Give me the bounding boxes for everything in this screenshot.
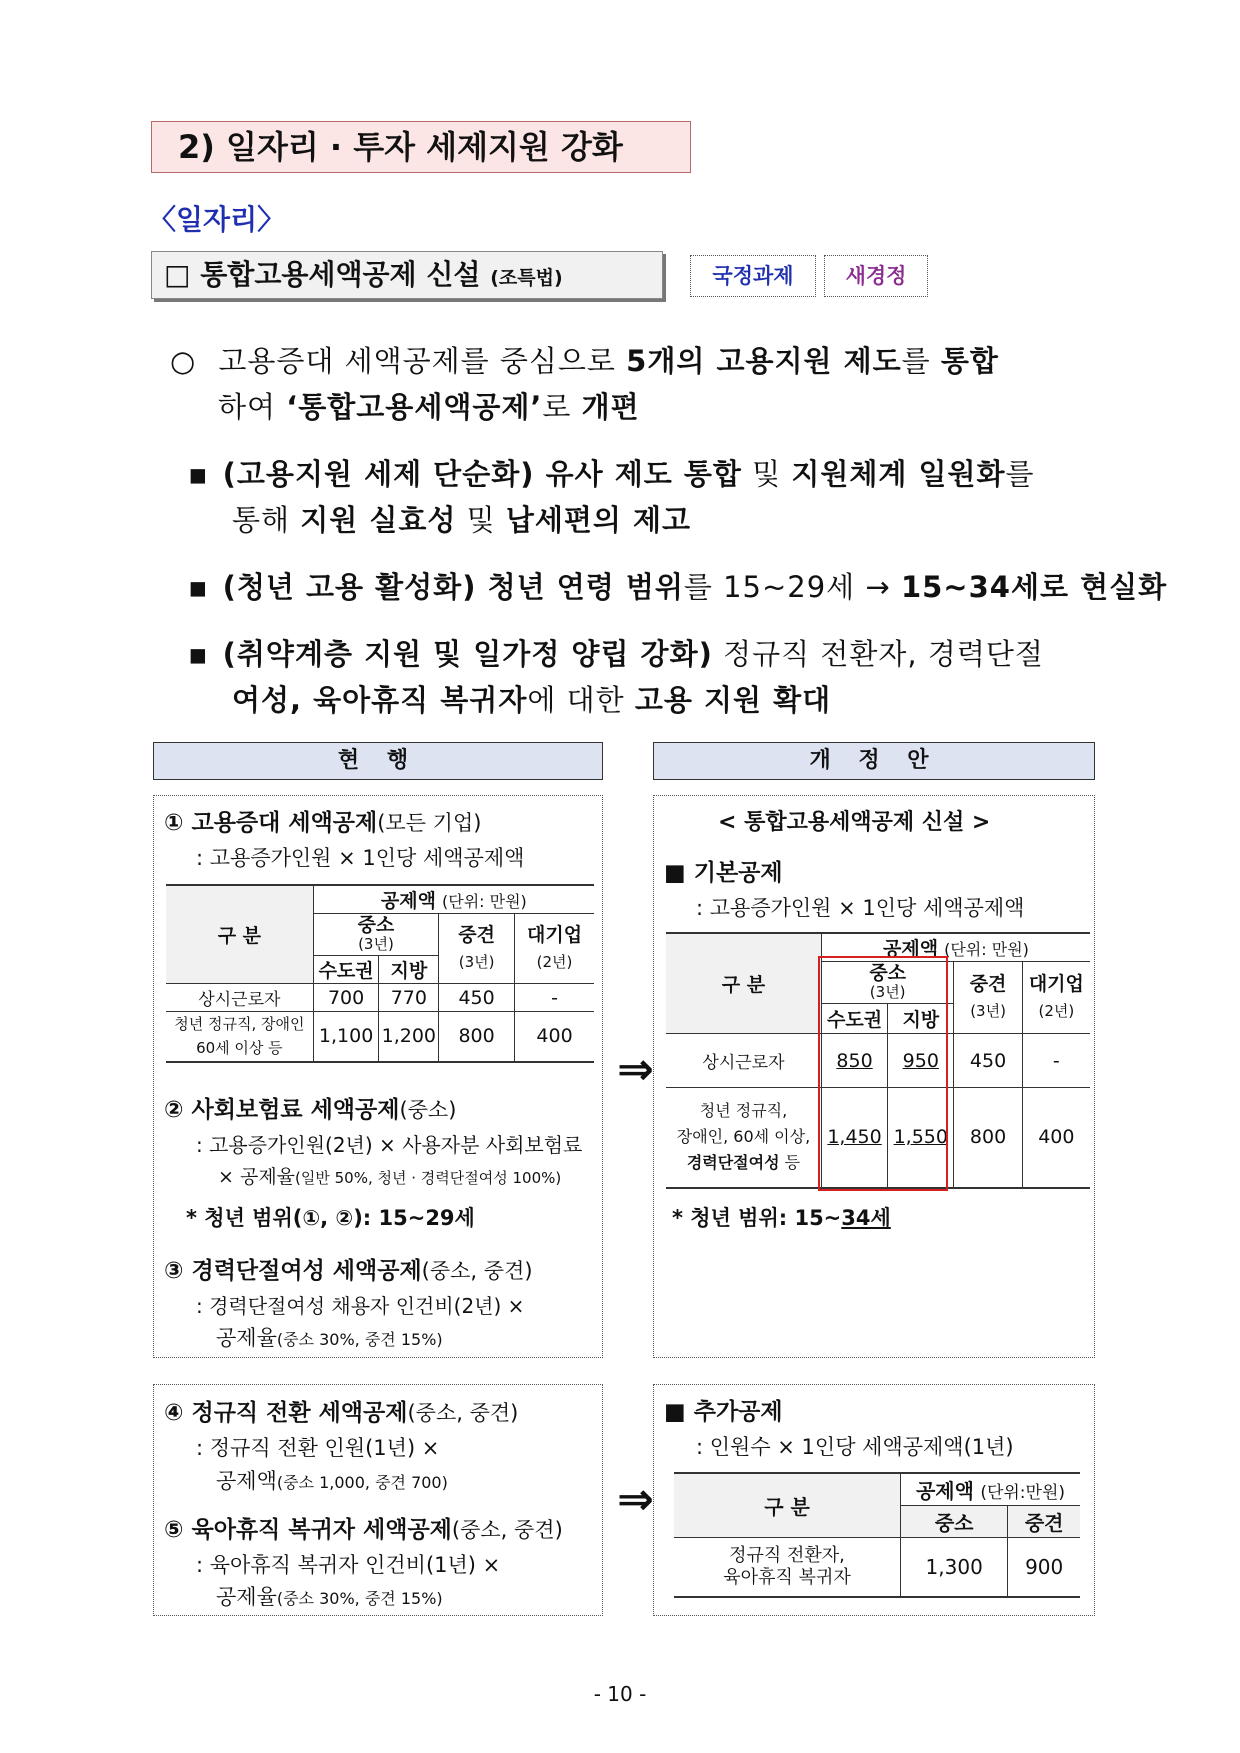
text: (청년 고용 활성화) — [222, 570, 477, 604]
extra-deduction: ■ 추가공제 — [664, 1399, 783, 1425]
extra-table — [674, 1472, 1080, 1598]
cell-header — [515, 914, 594, 984]
sub-bullet-1-line2 — [232, 497, 691, 543]
text: 15~34세로 현실화 — [900, 570, 1168, 604]
cell-label — [674, 1537, 901, 1597]
item3-formula2 — [216, 1323, 443, 1355]
text: ④ 정규직 전환 세액공제 — [164, 1400, 408, 1426]
text: 중소 — [357, 914, 395, 936]
cell-label: 상시근로자 — [198, 990, 281, 1010]
text: 하여 — [218, 390, 287, 424]
sub-bullet-3-line2 — [232, 677, 831, 723]
text: 여성, 육아휴직 복귀자 — [232, 683, 528, 717]
text: 중견 — [458, 924, 495, 946]
text: 공제액 — [380, 890, 436, 912]
cell-value: 450 — [954, 1034, 1022, 1088]
text: 공제율 — [216, 1585, 277, 1609]
item1-title — [164, 806, 481, 840]
text: (중소, 중견) — [451, 1518, 563, 1542]
text: 공제율 — [216, 1326, 277, 1350]
youth-note-proposed — [672, 1203, 891, 1233]
cell-header: 구 분 — [674, 1473, 901, 1537]
text: (중소, 중견) — [407, 1401, 519, 1425]
proposed-title: < 통합고용세액공제 신설 > — [718, 810, 991, 835]
text: 정규직 전환자, — [729, 1544, 845, 1566]
cell-value: 1,100 — [313, 1012, 379, 1062]
text: ③ 경력단절여성 세액공제 — [164, 1258, 422, 1284]
cell-header: 구 분 — [666, 933, 821, 1034]
current-table — [166, 884, 594, 1063]
text: (2년) — [536, 953, 573, 971]
cell-header: 수도권 — [821, 1004, 887, 1034]
item5-title — [164, 1513, 563, 1547]
text: 등 — [779, 1153, 801, 1173]
item4-title — [164, 1396, 518, 1430]
text: 대기업 — [526, 924, 583, 946]
item5-formula: : 육아휴직 복귀자 인건비(1년) × — [196, 1553, 501, 1577]
text: 5개의 고용지원 제도 — [626, 344, 902, 378]
text: 공제액 — [216, 1469, 277, 1493]
cell-header — [439, 914, 515, 984]
square-bullet-icon: ▪ — [188, 570, 209, 604]
item4-formula: : 정규직 전환 인원(1년) × — [196, 1436, 440, 1460]
cell-header — [954, 962, 1022, 1034]
text: (3년) — [970, 1002, 1006, 1020]
text: 1,550 — [893, 1126, 948, 1149]
arrow-icon: ⇒ — [617, 1044, 654, 1095]
text: (3년) — [358, 935, 394, 953]
text: * 청년 범위: 15~ — [672, 1206, 842, 1230]
cell-header — [313, 885, 594, 914]
main-bullet — [170, 338, 1110, 384]
cell-label: 청년 정규직, 장애인 60세 이상 등 — [174, 1015, 305, 1058]
circle-bullet-icon: ○ — [170, 344, 197, 378]
text: 지원 실효성 — [300, 503, 457, 537]
text: (중소) — [399, 1098, 457, 1122]
text: 850 — [836, 1049, 873, 1072]
arrow-icon: ⇒ — [617, 1474, 654, 1525]
header-proposed: 개 정 안 — [653, 742, 1095, 780]
text: 대기업 — [1028, 973, 1084, 995]
text: 통합 — [940, 344, 999, 378]
text: 에 대한 — [527, 683, 635, 717]
item2-formula: : 고용증가인원(2년) × 사용자분 사회보험료 — [196, 1133, 583, 1157]
cell-value: 700 — [313, 984, 379, 1012]
text: 육아휴직 복귀자 — [723, 1566, 851, 1588]
cell-value: 1,300 — [901, 1537, 1008, 1597]
item-box — [151, 251, 663, 299]
text: (취약계층 지원 및 일가정 양립 강화) — [222, 637, 713, 671]
text: 유사 제도 통합 — [534, 457, 742, 491]
text: (단위: 만원) — [944, 940, 1029, 959]
text: (일반 50%, 청년 · 경력단절여성 100%) — [295, 1169, 562, 1187]
text: 로 — [542, 390, 582, 424]
text: 지원체계 일원화 — [791, 457, 1006, 491]
text: 장애인, 60세 이상, — [676, 1127, 811, 1147]
cell-header — [1022, 962, 1090, 1034]
cell-value: 400 — [515, 1012, 594, 1062]
highlight-box — [818, 956, 948, 1191]
main-bullet-line2 — [218, 384, 640, 430]
item-title: 통합고용세액공제 신설 — [200, 258, 481, 291]
cell-header — [901, 1473, 1081, 1505]
text: 통해 — [232, 503, 301, 537]
text: 및 — [741, 457, 792, 491]
text: (단위:만원) — [980, 1482, 1065, 1503]
text: (중소, 중견) — [421, 1259, 533, 1283]
square-bullet-icon: ▪ — [188, 637, 209, 671]
text: (단위: 만원) — [442, 892, 527, 911]
cell-header: 수도권 — [313, 956, 379, 984]
text: 를 — [1005, 457, 1035, 491]
section-title: 2) 일자리 · 투자 세제지원 강화 — [151, 121, 691, 173]
cell-value: - — [515, 984, 594, 1012]
cell-value: 450 — [439, 984, 515, 1012]
cell-header: 지방 — [888, 1004, 954, 1034]
cell-header — [313, 914, 438, 956]
text: (2년) — [1038, 1002, 1075, 1020]
cell-value: 770 — [379, 984, 439, 1012]
basic-deduction: ■ 기본공제 — [664, 860, 783, 886]
cell-label — [666, 1088, 821, 1188]
text: ⑤ 육아휴직 복귀자 세액공제 — [164, 1517, 452, 1543]
checkbox-square-icon: □ — [164, 258, 191, 291]
cell-value: 400 — [1022, 1088, 1090, 1188]
text: 공제액 — [915, 1478, 974, 1503]
text: 중견 — [969, 973, 1007, 995]
cell-value: 900 — [1008, 1537, 1080, 1597]
text: 납세편의 제고 — [505, 503, 692, 537]
text: 를 15~29세 → — [683, 570, 901, 604]
cell-value: - — [1022, 1034, 1090, 1088]
text: 950 — [902, 1049, 939, 1072]
text: 고용 지원 확대 — [634, 683, 832, 717]
text: × 공제율 — [218, 1166, 296, 1188]
tag-newgov: 새경정 — [824, 255, 928, 297]
item-law: (조특법) — [490, 267, 563, 289]
cell-label: 상시근로자 — [702, 1053, 785, 1073]
page-number: - 10 - — [593, 1682, 647, 1706]
cell-header: 구 분 — [166, 885, 313, 984]
text: (3년) — [458, 953, 495, 971]
square-bullet-icon: ▪ — [188, 457, 209, 491]
text: (중소 1,000, 중견 700) — [276, 1473, 448, 1492]
sub-bullet-3 — [188, 631, 1044, 677]
item5-formula2 — [216, 1582, 443, 1614]
item3-formula: : 경력단절여성 채용자 인건비(2년) × — [196, 1294, 525, 1318]
youth-note-current: * 청년 범위(①, ②): 15~29세 — [186, 1206, 475, 1230]
extra-formula: : 인원수 × 1인당 세액공제액(1년) — [696, 1435, 1014, 1459]
cell-value: 800 — [954, 1088, 1022, 1188]
header-current: 현 행 — [153, 742, 603, 780]
text: (모든 기업) — [377, 811, 482, 835]
text: 를 — [901, 344, 941, 378]
text: 청년 연령 범위 — [476, 570, 684, 604]
item4-formula2 — [216, 1466, 448, 1498]
text: (3년) — [869, 983, 906, 1001]
text: 공제액 — [883, 938, 939, 960]
text: 경력단절여성 — [686, 1153, 780, 1173]
sub-bullet-2 — [188, 564, 1167, 610]
text: (중소 30%, 중견 15%) — [276, 1330, 443, 1349]
item1-formula: : 고용증가인원 × 1인당 세액공제액 — [196, 846, 525, 870]
tag-national: 국정과제 — [690, 255, 816, 297]
text: 중소 — [869, 962, 907, 984]
cell-header: 중소 — [901, 1505, 1008, 1537]
cell-header: 중견 — [1008, 1505, 1080, 1537]
cell-value: 800 — [439, 1012, 515, 1062]
text: 개편 — [581, 390, 640, 424]
text: (중소 30%, 중견 15%) — [276, 1589, 443, 1608]
text: ① 고용증대 세액공제 — [164, 810, 378, 836]
text: ② 사회보험료 세액공제 — [164, 1097, 400, 1123]
text: 고용증대 세액공제를 중심으로 — [218, 344, 627, 378]
text: 및 — [456, 503, 506, 537]
sub-bullet-1 — [188, 451, 1035, 497]
item2-formula2 — [218, 1162, 561, 1193]
item3-title — [164, 1254, 533, 1288]
cell-header: 지방 — [379, 956, 439, 984]
text: (고용지원 세제 단순화) — [222, 457, 535, 491]
text: 1,450 — [827, 1126, 882, 1149]
item2-title — [164, 1093, 456, 1127]
cell-value: 1,200 — [379, 1012, 439, 1062]
text: 정규직 전환자, 경력단절 — [712, 637, 1044, 671]
basic-formula: : 고용증가인원 × 1인당 세액공제액 — [696, 896, 1025, 920]
text: 34세 — [841, 1206, 891, 1230]
subheading: 〈일자리〉 — [148, 203, 286, 236]
text: 청년 정규직, — [699, 1101, 788, 1121]
text: ‘통합고용세액공제’ — [286, 390, 543, 424]
